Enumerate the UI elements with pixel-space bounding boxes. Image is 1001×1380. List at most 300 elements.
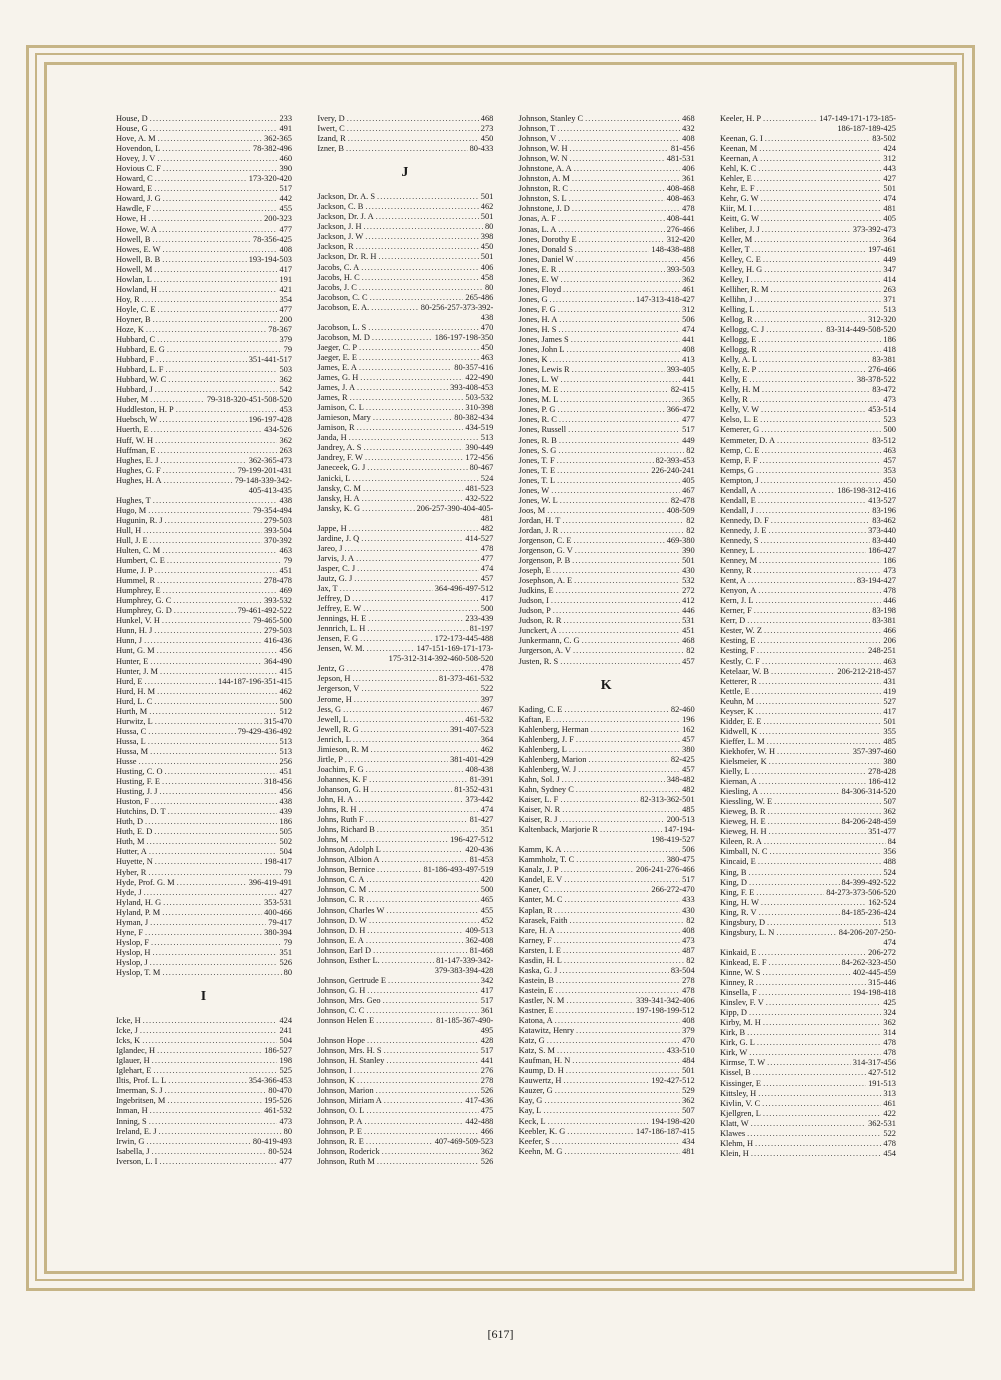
dot-leader bbox=[347, 124, 479, 134]
dot-leader bbox=[149, 847, 278, 857]
index-entry bbox=[519, 845, 695, 855]
entry-pages-continuation: 198-419-527 bbox=[651, 835, 695, 845]
dot-leader bbox=[755, 596, 881, 606]
entry-name: Johnson, G. H bbox=[317, 985, 366, 995]
entry-pages: 162-524 bbox=[868, 897, 896, 907]
index-entry bbox=[519, 576, 695, 586]
entry-pages: 467 bbox=[480, 704, 494, 714]
entry-name: King, R. V bbox=[719, 907, 757, 917]
entry-pages: 82-425 bbox=[670, 754, 695, 764]
entry-name: Kenney, M bbox=[719, 556, 758, 566]
index-entry bbox=[720, 174, 896, 184]
entry-name: Johnson, Albion A bbox=[317, 855, 380, 865]
entry-name: Jerome, H bbox=[317, 694, 352, 704]
dot-leader bbox=[749, 868, 882, 878]
entry-pages: 477 bbox=[279, 224, 292, 234]
dot-leader bbox=[163, 466, 236, 476]
entry-pages: 362 bbox=[279, 375, 292, 385]
dot-leader bbox=[140, 1026, 278, 1036]
index-entry bbox=[519, 1127, 695, 1137]
entry-name: Kern, J. L bbox=[719, 596, 754, 606]
entry-name: Johnson, Marion bbox=[317, 1086, 374, 1096]
entry-name: Icke, J bbox=[116, 1026, 138, 1036]
dot-leader bbox=[747, 1028, 881, 1038]
entry-pages: 81-391 bbox=[469, 774, 494, 784]
entry-name: Kelly, A. L bbox=[719, 355, 758, 365]
entry-name: Johnstone, J. D bbox=[518, 204, 570, 214]
entry-name: Hull, J. E bbox=[116, 535, 148, 545]
entry-name: Huston, F bbox=[116, 797, 150, 807]
dot-leader bbox=[753, 1068, 866, 1078]
entry-pages: 81-427 bbox=[469, 815, 494, 825]
entry-name: Kaska, G. J bbox=[518, 965, 558, 975]
entry-pages: 82 bbox=[686, 525, 695, 535]
entry-pages: 412 bbox=[682, 596, 695, 606]
index-entry bbox=[116, 1036, 292, 1046]
entry-name: Kendall, A bbox=[719, 485, 757, 495]
entry-name: Kipp, D bbox=[719, 1008, 747, 1018]
entry-pages: 356 bbox=[883, 847, 896, 857]
dot-leader bbox=[768, 807, 882, 817]
index-entry bbox=[720, 767, 896, 777]
dot-leader bbox=[369, 775, 467, 785]
entry-name: Kinsella, F bbox=[719, 988, 757, 998]
entry-name: Kastein, B bbox=[518, 975, 555, 985]
index-entry bbox=[317, 484, 493, 494]
dot-leader bbox=[154, 184, 277, 194]
index-entry bbox=[317, 333, 493, 343]
dot-leader bbox=[177, 878, 247, 888]
dot-leader bbox=[361, 725, 448, 735]
entry-name: Hutchins, D. T bbox=[116, 807, 166, 817]
index-entry bbox=[317, 293, 493, 303]
dot-leader bbox=[560, 395, 680, 405]
entry-name: Kahn, Sydney C bbox=[518, 784, 574, 794]
entry-name: Johnson, V bbox=[518, 134, 557, 144]
dot-leader bbox=[568, 425, 680, 435]
entry-name: Jones, E. W bbox=[518, 274, 559, 284]
entry-pages: 453 bbox=[279, 405, 292, 415]
entry-name: Johnson, Mrs. H. S bbox=[317, 1046, 382, 1056]
entry-name: Jeffrey, E. W bbox=[317, 604, 362, 614]
dot-leader bbox=[150, 124, 278, 134]
entry-pages: 81-185-367-490- bbox=[436, 1016, 494, 1026]
entry-pages: 80-382-434 bbox=[454, 413, 494, 423]
dot-leader bbox=[151, 425, 263, 435]
entry-name: Jacobson, L. S bbox=[317, 322, 367, 332]
dot-leader bbox=[365, 202, 478, 212]
dot-leader bbox=[771, 516, 870, 526]
dot-leader bbox=[360, 634, 433, 644]
index-entry bbox=[720, 1119, 896, 1129]
entry-name: Kellog, R bbox=[719, 314, 753, 324]
index-entry bbox=[317, 463, 493, 473]
dot-leader bbox=[761, 194, 882, 204]
dot-leader bbox=[371, 745, 479, 755]
entry-name: Ivery, D bbox=[317, 114, 345, 123]
entry-name: Keefer, S bbox=[518, 1136, 550, 1146]
entry-name: Judson, R. R bbox=[518, 616, 562, 626]
index-entry bbox=[720, 1149, 896, 1159]
dot-leader bbox=[571, 335, 680, 345]
dot-leader bbox=[356, 242, 479, 252]
entry-pages: 524 bbox=[480, 473, 494, 483]
entry-name: Jones, G bbox=[518, 294, 548, 304]
entry-pages: 434-526 bbox=[264, 425, 292, 435]
index-entry bbox=[519, 315, 695, 325]
entry-name: Iglandec, H bbox=[116, 1046, 156, 1056]
entry-pages: 526 bbox=[480, 1156, 494, 1166]
dot-leader bbox=[340, 584, 433, 594]
entry-name: Jepson, H bbox=[317, 674, 351, 684]
entry-name: Iglehart, E bbox=[116, 1066, 152, 1076]
dot-leader bbox=[148, 737, 278, 747]
entry-pages: 172-456 bbox=[465, 453, 494, 463]
index-entry bbox=[317, 775, 493, 785]
entry-name: Huth, E. D bbox=[116, 827, 153, 837]
index-entry bbox=[116, 1137, 292, 1147]
index-entry bbox=[720, 697, 896, 707]
entry-name: Kieweg, H. E bbox=[719, 817, 766, 827]
entry-pages: 393-408-453 bbox=[450, 383, 494, 393]
entry-pages: 517 bbox=[682, 875, 695, 885]
dot-leader bbox=[749, 1048, 881, 1058]
entry-pages: 452 bbox=[480, 915, 494, 925]
entry-pages: 478 bbox=[682, 985, 695, 995]
entry-pages: 482 bbox=[480, 523, 494, 533]
entry-pages: 233-439 bbox=[465, 614, 494, 624]
index-entry bbox=[519, 325, 695, 335]
entry-pages: 186-427 bbox=[868, 546, 896, 556]
entry-pages: 81-453 bbox=[469, 855, 494, 865]
entry-name: Johnson Hope bbox=[317, 1036, 366, 1046]
entry-name: Kidwell, K bbox=[719, 726, 758, 736]
dot-leader bbox=[762, 1099, 881, 1109]
dot-leader bbox=[551, 885, 650, 895]
entry-pages: 313 bbox=[883, 1088, 896, 1098]
dot-leader bbox=[766, 325, 824, 335]
entry-name: Hughes, G. F bbox=[116, 465, 161, 475]
dot-leader bbox=[381, 855, 467, 865]
dot-leader bbox=[579, 235, 665, 245]
dot-leader bbox=[361, 534, 463, 544]
dot-leader bbox=[383, 996, 479, 1006]
index-entry bbox=[720, 225, 896, 235]
dot-leader bbox=[567, 1127, 634, 1137]
entry-pages: 84-206-207-250- bbox=[838, 927, 896, 937]
entry-name: Humphrey, G. D bbox=[116, 606, 172, 616]
dot-leader bbox=[557, 456, 654, 466]
dot-leader bbox=[144, 888, 278, 898]
index-entry bbox=[720, 1089, 896, 1099]
index-entry bbox=[116, 114, 292, 124]
entry-name: Jones, E. R bbox=[518, 264, 557, 274]
dot-leader bbox=[757, 646, 866, 656]
entry-pages: 147-313-418-427 bbox=[636, 294, 695, 304]
index-entry bbox=[720, 1129, 896, 1139]
index-entry bbox=[116, 365, 292, 375]
index-entry bbox=[519, 1016, 695, 1026]
entry-pages: 206 bbox=[883, 636, 896, 646]
entry-pages: 501 bbox=[883, 716, 896, 726]
index-entry bbox=[519, 805, 695, 815]
entry-name: Johnson, Miriam A bbox=[317, 1096, 382, 1106]
entry-name: Jackson, Dr. A. S bbox=[317, 192, 376, 202]
index-entry bbox=[317, 554, 493, 564]
dot-leader bbox=[765, 134, 870, 144]
dot-leader bbox=[756, 888, 824, 898]
entry-name: Kading, C. E bbox=[518, 704, 563, 714]
dot-leader bbox=[754, 204, 882, 214]
entry-pages: 79-318-320-451-508-520 bbox=[206, 395, 292, 405]
entry-name: Kirk, G. L bbox=[719, 1038, 755, 1048]
entry-name: Kelly, E bbox=[719, 375, 748, 385]
entry-pages: 457 bbox=[682, 734, 695, 744]
index-entry bbox=[519, 164, 695, 174]
entry-pages: 79 bbox=[283, 867, 292, 877]
entry-pages: 415 bbox=[279, 666, 292, 676]
dot-leader bbox=[377, 192, 479, 202]
dot-leader bbox=[154, 626, 262, 636]
entry-name: Huffman, E bbox=[116, 445, 156, 455]
entry-name: Johnstone, A. A bbox=[518, 164, 572, 174]
dot-leader bbox=[366, 895, 478, 905]
index-entry bbox=[720, 526, 896, 536]
dot-leader bbox=[754, 235, 881, 245]
entry-name: Hussa, L bbox=[116, 736, 146, 746]
entry-pages: 390 bbox=[279, 164, 292, 174]
entry-pages: 370-392 bbox=[264, 535, 292, 545]
entry-pages: 427-512 bbox=[868, 1068, 896, 1078]
entry-pages: 148-438-488 bbox=[651, 244, 695, 254]
entry-name: Keck, L bbox=[518, 1116, 546, 1126]
entry-name: Jentz, G bbox=[317, 664, 345, 674]
entry-name: Jardine, J. Q bbox=[317, 533, 360, 543]
entry-pages: 481-531 bbox=[666, 154, 695, 164]
dot-leader bbox=[165, 767, 278, 777]
entry-pages: 233 bbox=[279, 114, 292, 123]
dot-leader bbox=[350, 393, 464, 403]
dot-leader bbox=[757, 1038, 882, 1048]
dot-leader bbox=[364, 1127, 479, 1137]
index-entry bbox=[116, 787, 292, 797]
entry-pages: 79-417 bbox=[268, 917, 292, 927]
dot-leader bbox=[764, 265, 881, 275]
dot-leader bbox=[159, 1157, 277, 1167]
entry-pages: 373-392-473 bbox=[852, 224, 896, 234]
index-entry bbox=[317, 343, 493, 353]
dot-leader bbox=[576, 785, 680, 795]
entry-name: Kidder, E. E bbox=[719, 716, 762, 726]
entry-pages: 81-456 bbox=[670, 144, 695, 154]
entry-name: Hurd, H. M bbox=[116, 686, 156, 696]
dot-leader bbox=[153, 315, 278, 325]
index-entry bbox=[116, 968, 292, 978]
entry-pages: 522 bbox=[480, 684, 494, 694]
entry-name: James, J. A bbox=[317, 383, 356, 393]
dot-leader bbox=[362, 494, 464, 504]
entry-name: Kirmse, T. W bbox=[719, 1058, 766, 1068]
entry-pages: 206-212-218-457 bbox=[837, 666, 896, 676]
entry-name: Kaump, D. H bbox=[518, 1066, 564, 1076]
index-entry bbox=[720, 958, 896, 968]
index-entry bbox=[317, 1106, 493, 1116]
dot-leader bbox=[548, 1117, 650, 1127]
index-entry bbox=[720, 1079, 896, 1089]
dot-leader bbox=[352, 674, 437, 684]
entry-name: Judson, P bbox=[518, 606, 551, 616]
dot-leader bbox=[754, 606, 871, 616]
entry-pages: 78-367 bbox=[268, 324, 292, 334]
dot-leader bbox=[761, 405, 866, 415]
index-entry bbox=[720, 546, 896, 556]
index-entry bbox=[519, 456, 695, 466]
entry-name: Jones, Floyd bbox=[518, 284, 562, 294]
entry-name: Hunn, J bbox=[116, 636, 143, 646]
index-entry bbox=[116, 827, 292, 837]
entry-name: Jacobson, C. C bbox=[317, 292, 368, 302]
dot-leader bbox=[757, 184, 882, 194]
dot-leader bbox=[776, 928, 836, 938]
index-entry bbox=[720, 1139, 896, 1149]
dot-leader bbox=[578, 765, 680, 775]
entry-pages: 470 bbox=[480, 322, 494, 332]
index-entry bbox=[519, 986, 695, 996]
entry-pages: 478 bbox=[480, 664, 494, 674]
entry-pages: 84-262-323-450 bbox=[841, 957, 896, 967]
entry-name: Kenny, R bbox=[719, 566, 752, 576]
entry-name: Hyland, P. M bbox=[116, 907, 161, 917]
index-entry bbox=[720, 1068, 896, 1078]
entry-pages: 393-504 bbox=[264, 525, 292, 535]
entry-pages: 456 bbox=[279, 787, 292, 797]
index-entry bbox=[720, 606, 896, 616]
entry-name: Keernan, A bbox=[719, 154, 759, 164]
entry-name: Kelley, I bbox=[719, 274, 749, 284]
entry-pages: 451 bbox=[279, 767, 292, 777]
entry-pages: 79-354-494 bbox=[252, 505, 292, 515]
index-entry bbox=[116, 958, 292, 968]
entry-pages: 82 bbox=[686, 646, 695, 656]
entry-pages: 513 bbox=[279, 736, 292, 746]
entry-pages: 517 bbox=[480, 1046, 494, 1056]
dot-leader bbox=[557, 405, 664, 415]
index-entry bbox=[317, 885, 493, 895]
entry-pages: 505 bbox=[279, 827, 292, 837]
dot-leader bbox=[154, 265, 277, 275]
dot-leader bbox=[759, 908, 840, 918]
index-entry bbox=[116, 616, 292, 626]
entry-name: Huff, W. H bbox=[116, 435, 154, 445]
entry-name: Izner, B bbox=[317, 144, 344, 154]
index-entry bbox=[116, 184, 292, 194]
entry-name: Keuhn, M bbox=[719, 696, 754, 706]
entry-pages: 79 bbox=[283, 937, 292, 947]
entry-pages: 79 bbox=[283, 345, 292, 355]
dot-leader bbox=[544, 1096, 680, 1106]
dot-leader bbox=[559, 436, 680, 446]
index-entry bbox=[519, 885, 695, 895]
entry-pages: 460 bbox=[279, 154, 292, 164]
index-entry bbox=[720, 988, 896, 998]
entry-name: Jautz, G. J bbox=[317, 573, 353, 583]
index-entry bbox=[116, 626, 292, 636]
dot-leader bbox=[343, 705, 479, 715]
entry-pages: 312 bbox=[883, 154, 896, 164]
index-entry bbox=[519, 265, 695, 275]
entry-name: Hulten, C. M bbox=[116, 546, 161, 556]
entry-pages: 500 bbox=[480, 885, 494, 895]
entry-pages: 438 bbox=[279, 797, 292, 807]
entry-name: Kimball, N. C bbox=[719, 847, 768, 857]
dot-leader bbox=[367, 644, 415, 654]
entry-pages: 361 bbox=[480, 1005, 494, 1015]
entry-name: Josephson, A. E bbox=[518, 576, 573, 586]
index-entry bbox=[317, 263, 493, 273]
entry-name: Iverson, L. I bbox=[116, 1156, 158, 1166]
entry-pages: 393-503 bbox=[666, 264, 695, 274]
entry-name: House, G bbox=[116, 124, 148, 134]
dot-leader bbox=[150, 1106, 262, 1116]
entry-pages: 513 bbox=[883, 917, 896, 927]
entry-name: Jones, P. G bbox=[518, 405, 556, 415]
entry-name: Kettle, E bbox=[719, 686, 750, 696]
index-entry bbox=[317, 785, 493, 795]
entry-name: Jaeger, C. P bbox=[317, 342, 357, 352]
index-entry bbox=[720, 395, 896, 405]
entry-pages: 482 bbox=[682, 784, 695, 794]
dot-leader bbox=[162, 777, 262, 787]
entry-name: Kieweg, B. R bbox=[719, 807, 766, 817]
index-entry bbox=[317, 634, 493, 644]
index-entry bbox=[317, 1157, 493, 1167]
entry-pages: 312-320 bbox=[868, 314, 896, 324]
entry-pages: 446 bbox=[682, 606, 695, 616]
index-entry bbox=[720, 405, 896, 415]
index-entry bbox=[317, 524, 493, 534]
entry-pages: 484 bbox=[682, 1056, 695, 1066]
entry-name: Jorgenson, G. V bbox=[518, 546, 573, 556]
entry-pages: 362-365 bbox=[264, 134, 292, 144]
entry-name: Jackson, J. W bbox=[317, 232, 364, 242]
entry-name: Hunn, H. J bbox=[116, 626, 153, 636]
dot-leader bbox=[761, 898, 866, 908]
entry-name: Kiekhofer, W. H bbox=[719, 746, 776, 756]
dot-leader bbox=[366, 1106, 478, 1116]
index-entry bbox=[317, 1137, 493, 1147]
entry-name: James, E. A bbox=[317, 362, 357, 372]
dot-leader bbox=[384, 1046, 479, 1056]
dot-leader bbox=[360, 373, 463, 383]
index-entry bbox=[720, 335, 896, 345]
dot-leader bbox=[148, 214, 262, 224]
entry-pages: 473 bbox=[883, 395, 896, 405]
index-entry bbox=[720, 636, 896, 646]
entry-name: Hurth, M bbox=[116, 706, 148, 716]
index-entry bbox=[519, 926, 695, 936]
entry-pages: 513 bbox=[279, 746, 292, 756]
dot-leader bbox=[551, 486, 680, 496]
entry-name: Kemerer, G bbox=[719, 425, 760, 435]
index-entry bbox=[116, 807, 292, 817]
entry-pages: 414-527 bbox=[465, 533, 494, 543]
entry-name: Jones, M. E bbox=[518, 385, 559, 395]
dot-leader bbox=[359, 353, 479, 363]
dot-leader bbox=[347, 664, 479, 674]
dot-leader bbox=[152, 1056, 278, 1066]
entry-pages: 371 bbox=[883, 294, 896, 304]
entry-pages: 500 bbox=[279, 696, 292, 706]
